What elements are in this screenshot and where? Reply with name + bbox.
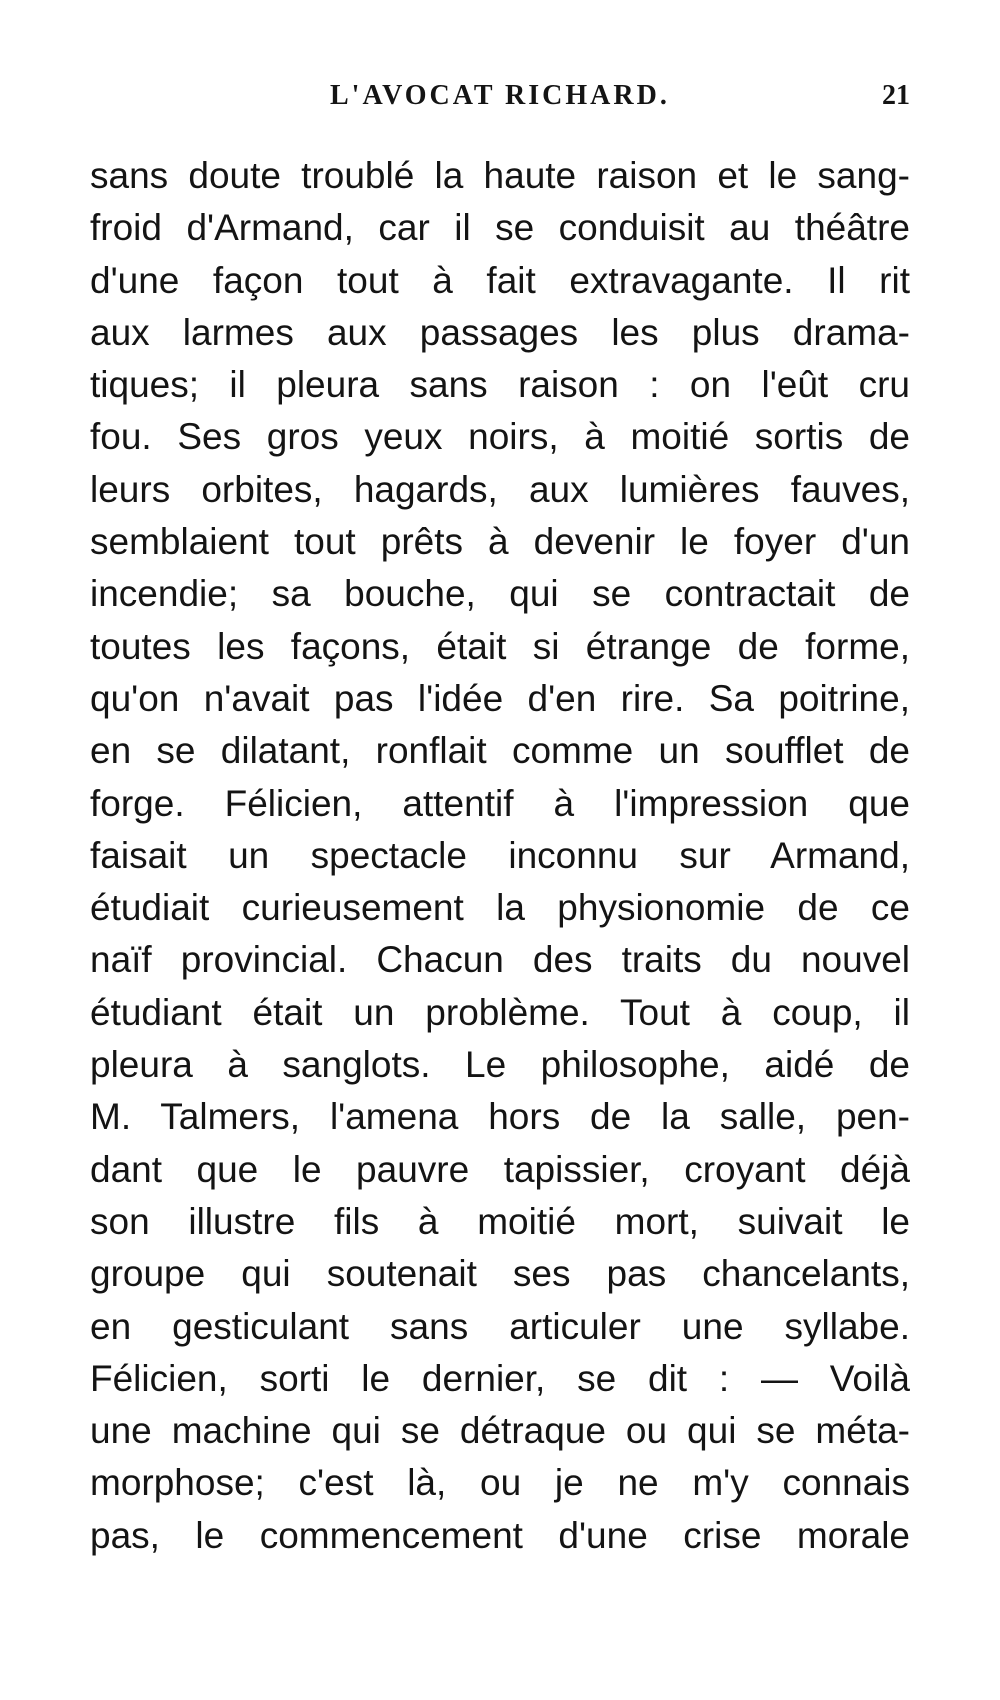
- text-line: aux larmes aux passages les plus drama-: [90, 311, 910, 353]
- page-number: 21: [882, 80, 910, 111]
- text-line: pas, le commencement d'une crise morale: [90, 1514, 910, 1556]
- text-line: une machine qui se détraque ou qui se méta-: [90, 1410, 910, 1452]
- text-line: son illustre fils à moitié mort, suivait le: [90, 1200, 910, 1242]
- text-line: incendie; sa bouche, qui se contractait de: [90, 573, 910, 615]
- text-line: dant que le pauvre tapissier, croyant déjà: [90, 1148, 910, 1190]
- text-line: leurs orbites, hagards, aux lumières fauves,: [90, 468, 910, 510]
- text-line: sans doute troublé la haute raison et le sang-: [90, 155, 910, 196]
- text-line: étudiait curieusement la physionomie de ce: [90, 887, 910, 929]
- text-line: naïf provincial. Chacun des traits du nouvel: [90, 939, 910, 981]
- text-line: étudiant était un problème. Tout à coup, il: [90, 991, 910, 1033]
- text-line: M. Talmers, l'amena hors de la salle, pen-: [90, 1096, 910, 1138]
- text-line: tiques; il pleura sans raison : on l'eût cru: [90, 364, 910, 406]
- text-line: qu'on n'avait pas l'idée d'en rire. Sa poitrine,: [90, 677, 910, 719]
- text-line: Félicien, sorti le dernier, se dit : — Voilà: [90, 1357, 910, 1399]
- text-line: faisait un spectacle inconnu sur Armand,: [90, 834, 910, 876]
- text-line: semblaient tout prêts à devenir le foyer d'un: [90, 521, 910, 563]
- text-line: fou. Ses gros yeux noirs, à moitié sortis de: [90, 416, 910, 458]
- text-line: froid d'Armand, car il se conduisit au théâtre: [90, 207, 910, 249]
- text-line: en gesticulant sans articuler une syllabe.: [90, 1305, 910, 1347]
- text-line: toutes les façons, était si étrange de forme,: [90, 625, 910, 667]
- body-text: [90, 150, 910, 1562]
- text-line: forge. Félicien, attentif à l'impression que: [90, 782, 910, 824]
- text-line: morphose; c'est là, ou je ne m'y connais: [90, 1462, 910, 1504]
- text-line: d'une façon tout à fait extravagante. Il rit: [90, 259, 910, 301]
- running-head: [90, 80, 910, 120]
- text-line: groupe qui soutenait ses pas chancelants,: [90, 1253, 910, 1295]
- text-line: pleura à sanglots. Le philosophe, aidé de: [90, 1044, 910, 1086]
- text-line: en se dilatant, ronflait comme un soufflet de: [90, 730, 910, 772]
- running-title: L'AVOCAT RICHARD.: [330, 80, 670, 111]
